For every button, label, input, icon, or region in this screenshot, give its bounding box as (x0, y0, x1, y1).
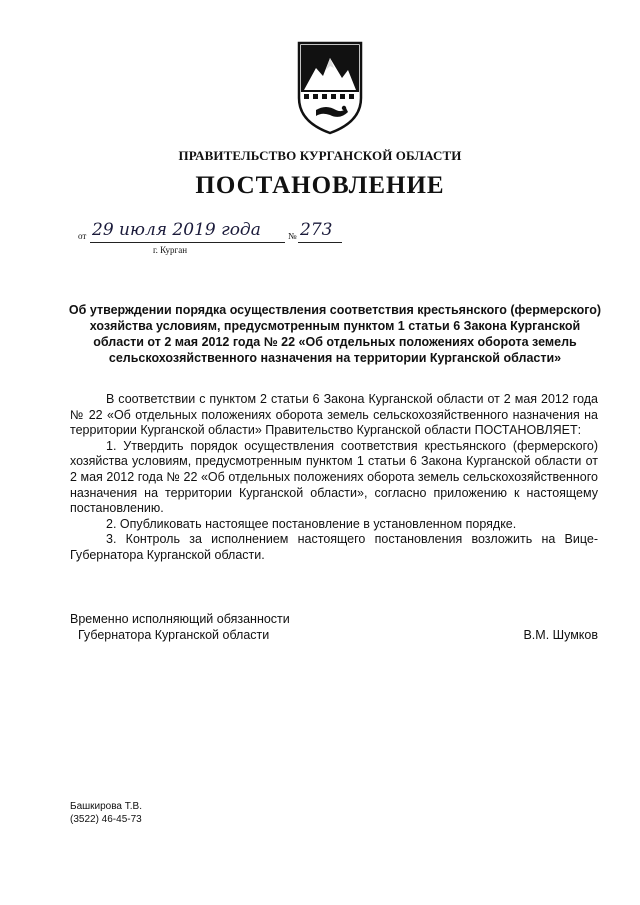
signatory-position-line1: Временно исполняющий обязанности (70, 612, 290, 626)
signatory-position-line2: Губернатора Курганской области (78, 627, 270, 642)
handwritten-number: 273 (300, 220, 333, 240)
executor-phone: (3522) 46-45-73 (70, 814, 142, 825)
preamble-paragraph: В соответствии с пунктом 2 статьи 6 Закона Курганской области от 2 мая 2012 года № 22 «Об отдельных положениях оборота земель сельскохозяйственного назначения на территории Курганской области» Правительство Курганской области ПОСТАНОВЛЯЕТ: (70, 392, 598, 438)
document-body (70, 392, 598, 564)
handwritten-date: 29 июля 2019 года (92, 220, 261, 240)
government-name: ПРАВИТЕЛЬСТВО КУРГАНСКОЙ ОБЛАСТИ (178, 148, 462, 163)
signature-block (70, 612, 598, 643)
number-underline (298, 242, 342, 243)
date-underline (90, 242, 285, 243)
executor-block (70, 800, 142, 826)
signatory-name: В.М. Шумков (523, 627, 598, 642)
date-number-line (78, 220, 378, 260)
executor-name: Башкирова Т.В. (70, 801, 142, 812)
document-type: ПОСТАНОВЛЕНИЕ (195, 172, 445, 199)
city-label: г. Курган (153, 245, 188, 255)
item-paragraph-3: 3. Контроль за исполнением настоящего постановления возложить на Вице-Губернатора Курганской области. (70, 532, 598, 562)
number-label: № (288, 231, 297, 241)
document-title: Об утверждении порядка осуществления соответствия крестьянского (фермерского) хозяйства условиям, предусмотренным пунктом 1 статьи 6 Закона Курганской области от 2 мая 2012 года № 22 «Об отдельных положениях оборота земель сельскохозяйственного назначения на территории Курганской области» (68, 303, 602, 365)
date-prefix: от (78, 231, 87, 241)
coat-of-arms-icon (296, 40, 364, 136)
item-paragraph-1: 1. Утвердить порядок осуществления соответствия крестьянского (фермерского) хозяйства условиям, предусмотренным пунктом 1 статьи 6 Закона Курганской области от 2 мая 2012 года № 22 «Об отдельных положениях оборота земель сельскохозяйственного назначения на территории Курганской области», согласно приложению к настоящему постановлению. (70, 438, 598, 516)
item-paragraph-2: 2. Опубликовать настоящее постановление в установленном порядке. (106, 516, 517, 531)
